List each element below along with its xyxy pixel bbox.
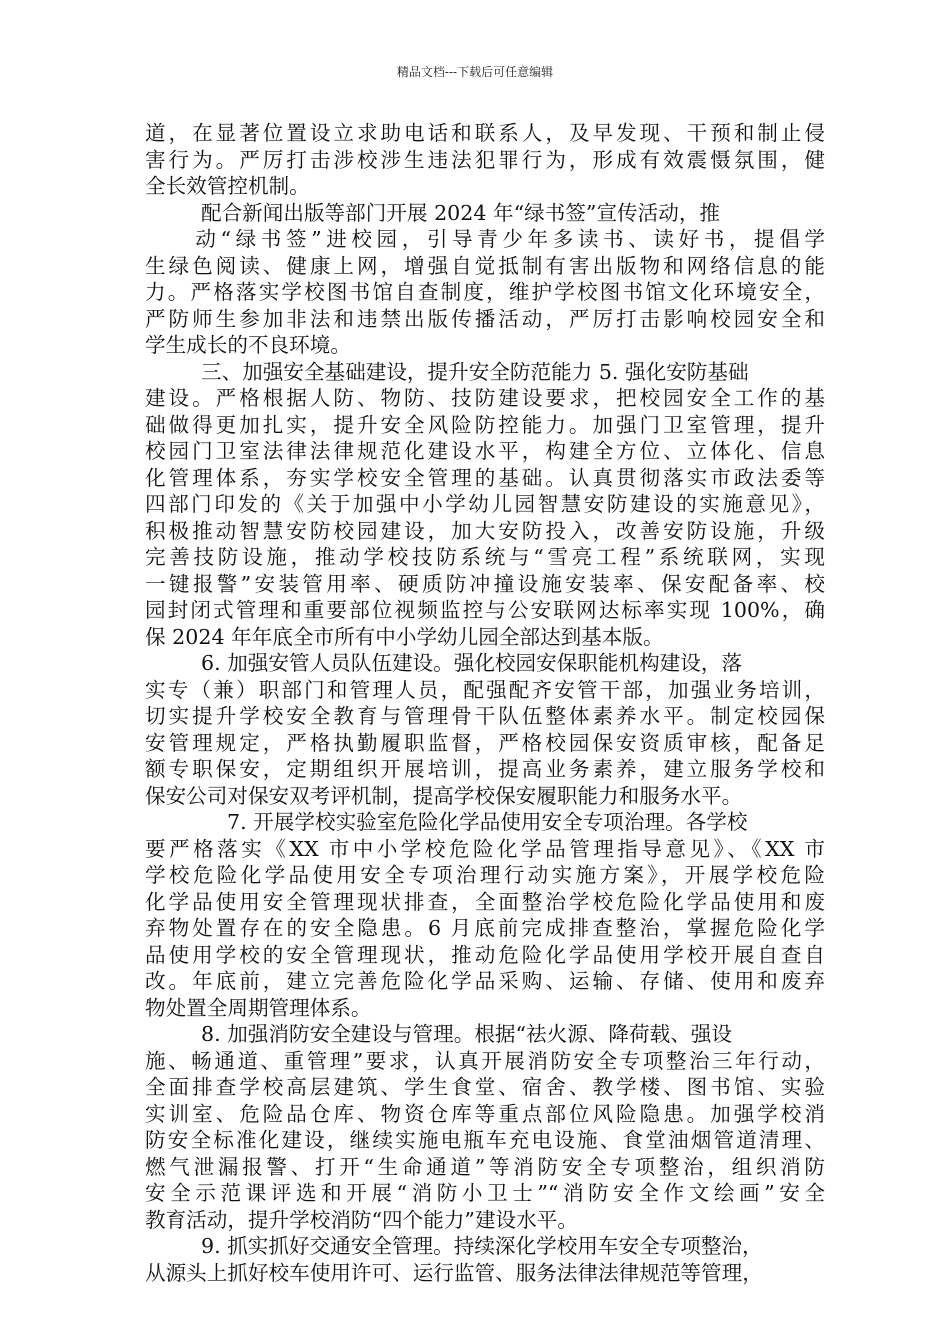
text-line: 保安公司对保安双考评机制，提高学校保安履职能力和服务水平。: [145, 783, 743, 808]
text-line: 防安全标准化建设，继续实施电瓶车充电设施、食堂油烟管道清理、: [145, 1128, 825, 1152]
text-line: 力。严格落实学校图书馆自查制度，维护学校图书馆文化环境安全，: [145, 280, 825, 304]
text-line: 化管理体系，夯实学校安全管理的基础。认真贯彻落实市政法委等: [145, 465, 825, 490]
text-line: 从源头上抓好校车使用许可、运行监管、服务法律法律规范等管理，: [145, 1260, 763, 1285]
text-line: 础做得更加扎实，提升安全风险防控能力。加强门卫室管理，提升: [145, 412, 825, 437]
text-line: 完善技防设施，推动学校技防系统与“雪亮工程”系统联网，实现: [145, 545, 825, 569]
text-line: 教育活动，提升学校消防“四个能力”建设水平。: [145, 1207, 578, 1232]
text-line: 建设。严格根据人防、物防、技防建设要求，把校园安全工作的基: [145, 386, 825, 410]
text-line: 配合新闻出版等部门开展 2024 年“绿书签”宣传活动，推: [201, 200, 721, 225]
text-line: 9. 抓实抓好交通安全管理。持续深化学校用车安全专项整治，: [201, 1234, 763, 1258]
text-line: 要严格落实《XX 市中小学校危险化学品管理指导意见》、《XX 市: [145, 836, 825, 861]
text-line: 三、加强安全基础建设，提升安全防范能力 5. 强化安防基础: [201, 359, 749, 384]
text-line: 道，在显著位置设立求助电话和联系人，及早发现、干预和制止侵: [145, 121, 825, 145]
text-line: 学校危险化学品使用安全专项治理行动实施方案》，开展学校危险: [145, 863, 825, 887]
paragraph: [145, 1048, 825, 1234]
text-line: 校园门卫室法律法律规范化建设水平，构建全方位、立体化、信息: [145, 439, 825, 463]
text-line: 燃气泄漏报警、打开“生命通道”等消防安全专项整治，组织消防: [145, 1154, 825, 1179]
text-line: 实训室、危险品仓库、物资仓库等重点部位风险隐患。加强学校消: [145, 1101, 825, 1126]
paragraph: [145, 677, 825, 810]
text-line: 改。年底前，建立完善危险化学品采购、运输、存储、使用和废弃: [145, 969, 825, 993]
text-line: 保 2024 年年底全市所有中小学幼儿园全部达到基本版。: [145, 624, 664, 649]
paragraph: [145, 650, 825, 677]
text-line: 动“绿书签”进校园，引导青少年多读书、读好书，提倡学: [145, 227, 825, 251]
text-line: 实专（兼）职部门和管理人员，配强配齐安管干部，加强业务培训，: [145, 677, 825, 702]
text-line: 弃物处置存在的安全隐患。6 月底前完成排查整治，掌握危险化学: [145, 916, 825, 940]
paragraph: [145, 809, 825, 836]
paragraph: [145, 1260, 825, 1287]
text-line: 6. 加强安管人员队伍建设。强化校园安保职能机构建设，落: [201, 651, 743, 675]
paragraph: [145, 120, 825, 200]
paragraph: [145, 200, 825, 227]
text-line: 一键报警”安装管用率、硬质防冲撞设施安装率、保安配备率、校: [145, 571, 825, 596]
paragraph: [145, 359, 825, 386]
text-line: 全长效管控机制。: [145, 174, 310, 198]
text-line: 全面排查学校高层建筑、学生食堂、宿舍、教学楼、图书馆、实验: [145, 1075, 825, 1099]
text-line: 施、畅通道、重管理”要求，认真开展消防安全专项整治三年行动，: [145, 1048, 825, 1073]
text-line: 额专职保安，定期组织开展培训，提高业务素养，建立服务学校和: [145, 757, 825, 781]
text-line: 害行为。严厉打击涉校涉生违法犯罪行为，形成有效震慑氛围，健: [145, 147, 825, 172]
paragraph: [145, 836, 825, 1022]
text-line: 安全示范课评选和开展“消防小卫士”“消防安全作文绘画”安全: [145, 1181, 825, 1205]
text-line: 切实提升学校安全教育与管理骨干队伍整体素养水平。制定校园保: [145, 704, 825, 728]
text-line: 7. 开展学校实验室危险化学品使用安全专项治理。各学校: [227, 810, 748, 834]
page-header: 精品文档---下载后可任意编辑: [396, 65, 554, 79]
document-body: [145, 120, 825, 1286]
text-line: 8. 加强消防安全建设与管理。根据“祛火源、降荷载、强设: [201, 1022, 732, 1046]
text-line: 品使用学校的安全管理现状，推动危险化学品使用学校开展自查自: [145, 942, 825, 967]
paragraph: [145, 1021, 825, 1048]
text-line: 安管理规定，严格执勤履职监督，严格校园保安资质审核，配备足: [145, 730, 825, 755]
paragraph: [145, 226, 825, 359]
text-line: 严防师生参加非法和违禁出版传播活动，严厉打击影响校园安全和: [145, 306, 825, 331]
text-line: 化学品使用安全管理现状排查，全面整治学校危险化学品使用和废: [145, 889, 825, 914]
text-line: 积极推动智慧安防校园建设，加大安防投入，改善安防设施，升级: [145, 518, 825, 543]
text-line: 四部门印发的《关于加强中小学幼儿园智慧安防建设的实施意见》，: [145, 492, 825, 516]
paragraph: [145, 385, 825, 650]
paragraph: [145, 1233, 825, 1260]
text-line: 物处置全周期管理体系。: [145, 995, 372, 1020]
text-line: 学生成长的不良环境。: [145, 333, 351, 357]
text-line: 生绿色阅读、健康上网，增强自觉抵制有害出版物和网络信息的能: [145, 253, 825, 278]
text-line: 园封闭式管理和重要部位视频监控与公安联网达标率实现 100%，确: [145, 598, 825, 622]
